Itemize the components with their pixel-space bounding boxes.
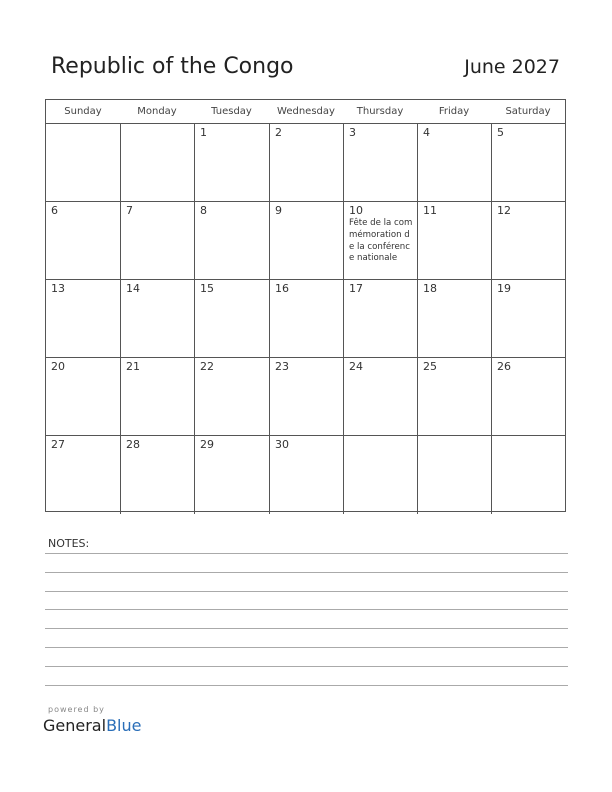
day-number: 5 xyxy=(497,126,504,139)
day-number: 8 xyxy=(200,204,207,217)
day-cell-8 xyxy=(194,202,269,279)
note-line xyxy=(45,628,568,629)
week-row xyxy=(46,358,565,436)
week-row xyxy=(46,202,565,280)
brand-general: General xyxy=(43,716,107,735)
week-row xyxy=(46,124,565,202)
day-number: 12 xyxy=(497,204,511,217)
day-number: 26 xyxy=(497,360,511,373)
day-number: 1 xyxy=(200,126,207,139)
day-header-thursday: Thursday xyxy=(356,106,404,117)
day-cell-2 xyxy=(269,124,343,201)
empty-day-cell xyxy=(343,436,417,514)
day-header-monday: Monday xyxy=(137,106,177,117)
day-cell-20 xyxy=(46,358,120,435)
day-header-wednesday: Wednesday xyxy=(277,106,335,117)
day-number: 23 xyxy=(275,360,289,373)
country-title: Republic of the Congo xyxy=(51,54,294,79)
days-of-week-header xyxy=(46,100,565,124)
day-number: 18 xyxy=(423,282,437,295)
day-cell-22 xyxy=(194,358,269,435)
day-cell-11 xyxy=(417,202,491,279)
day-cell-4 xyxy=(417,124,491,201)
note-line xyxy=(45,685,568,686)
day-cell-17 xyxy=(343,280,417,357)
brand-logo xyxy=(43,716,141,735)
day-number: 27 xyxy=(51,438,65,451)
day-number: 28 xyxy=(126,438,140,451)
day-cell-16 xyxy=(269,280,343,357)
day-number: 15 xyxy=(200,282,214,295)
day-cell-15 xyxy=(194,280,269,357)
day-number: 24 xyxy=(349,360,363,373)
day-cell-30 xyxy=(269,436,343,514)
week-row xyxy=(46,436,565,514)
note-line xyxy=(45,647,568,648)
day-number: 25 xyxy=(423,360,437,373)
day-cell-10 xyxy=(343,202,417,279)
day-cell-26 xyxy=(491,358,565,435)
day-cell-25 xyxy=(417,358,491,435)
day-number: 2 xyxy=(275,126,282,139)
day-number: 14 xyxy=(126,282,140,295)
day-cell-13 xyxy=(46,280,120,357)
day-cell-21 xyxy=(120,358,194,435)
powered-by-text: powered by xyxy=(48,705,105,714)
day-cell-18 xyxy=(417,280,491,357)
day-cell-6 xyxy=(46,202,120,279)
month-title: June 2027 xyxy=(464,56,560,78)
empty-day-cell xyxy=(46,124,120,201)
day-number: 3 xyxy=(349,126,356,139)
day-number: 6 xyxy=(51,204,58,217)
day-cell-9 xyxy=(269,202,343,279)
day-cell-5 xyxy=(491,124,565,201)
calendar-grid xyxy=(45,99,566,512)
brand-blue: Blue xyxy=(106,716,142,735)
day-header-friday: Friday xyxy=(438,106,470,117)
day-number: 22 xyxy=(200,360,214,373)
empty-day-cell xyxy=(120,124,194,201)
note-line xyxy=(45,553,568,554)
day-number: 10 xyxy=(349,204,363,217)
day-number: 21 xyxy=(126,360,140,373)
day-header-tuesday: Tuesday xyxy=(211,106,252,117)
day-number: 17 xyxy=(349,282,363,295)
empty-day-cell xyxy=(417,436,491,514)
day-number: 29 xyxy=(200,438,214,451)
day-number: 9 xyxy=(275,204,282,217)
day-header-sunday: Sunday xyxy=(64,106,102,117)
day-number: 30 xyxy=(275,438,289,451)
day-number: 20 xyxy=(51,360,65,373)
day-cell-1 xyxy=(194,124,269,201)
day-number: 16 xyxy=(275,282,289,295)
day-cell-19 xyxy=(491,280,565,357)
holiday-event: Fête de la commémoration de la conférence nationale xyxy=(349,218,413,264)
day-number: 13 xyxy=(51,282,65,295)
day-number: 19 xyxy=(497,282,511,295)
note-line xyxy=(45,609,568,610)
week-row xyxy=(46,280,565,358)
note-line xyxy=(45,572,568,573)
day-number: 4 xyxy=(423,126,430,139)
day-number: 7 xyxy=(126,204,133,217)
day-cell-12 xyxy=(491,202,565,279)
day-cell-3 xyxy=(343,124,417,201)
note-line xyxy=(45,591,568,592)
day-number: 11 xyxy=(423,204,437,217)
day-cell-27 xyxy=(46,436,120,514)
day-cell-28 xyxy=(120,436,194,514)
day-cell-14 xyxy=(120,280,194,357)
empty-day-cell xyxy=(491,436,565,514)
day-header-saturday: Saturday xyxy=(505,106,551,117)
note-line xyxy=(45,666,568,667)
day-cell-24 xyxy=(343,358,417,435)
notes-label: NOTES: xyxy=(48,537,90,550)
day-cell-29 xyxy=(194,436,269,514)
day-cell-7 xyxy=(120,202,194,279)
day-cell-23 xyxy=(269,358,343,435)
